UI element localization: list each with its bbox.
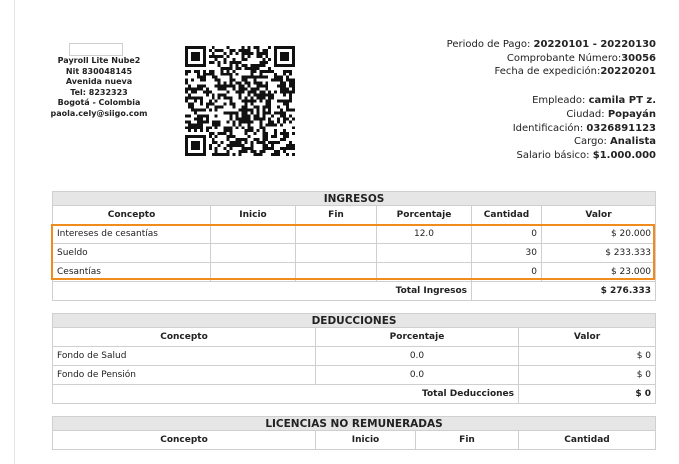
- ingreso-cantidad: 30: [472, 244, 542, 263]
- deduccion-valor: $ 0: [519, 347, 656, 366]
- employee-role-label: Cargo:: [573, 136, 607, 148]
- deducciones-col-concepto: Concepto: [53, 328, 316, 347]
- deducciones-total-row: [53, 385, 656, 404]
- ingresos-col-concepto: Concepto: [53, 206, 211, 225]
- ingreso-cantidad: 0: [472, 225, 542, 244]
- issued-label: Fecha de expedición:: [494, 66, 601, 78]
- ingresos-col-valor: Valor: [542, 206, 656, 225]
- licencias-col-inicio: Inicio: [316, 431, 416, 450]
- ingresos-title: INGRESOS: [53, 192, 656, 206]
- table-row: [53, 347, 656, 366]
- deducciones-title: DEDUCCIONES: [53, 314, 656, 328]
- ingresos-col-fin: Fin: [296, 206, 377, 225]
- ingreso-inicio: [211, 263, 296, 282]
- licencias-table: [52, 416, 656, 450]
- employee-city-label: Ciudad:: [566, 108, 605, 120]
- deduccion-porcentaje: 0.0: [316, 366, 519, 385]
- page-left-border: [14, 0, 15, 464]
- ingreso-cantidad: 0: [472, 263, 542, 282]
- deduccion-concepto: Fondo de Pensión: [53, 366, 316, 385]
- company-email: paola.cely@siigo.com: [50, 108, 148, 118]
- qr-code: [185, 46, 295, 156]
- ingreso-inicio: [211, 225, 296, 244]
- table-row: [53, 366, 656, 385]
- employee-role: Analista: [610, 136, 656, 148]
- ingreso-concepto: Cesantías: [53, 263, 211, 282]
- ingresos-total-row: [53, 282, 656, 301]
- employee-name: camila PT z.: [588, 95, 656, 106]
- deducciones-total-value: $ 0: [519, 385, 656, 404]
- ingreso-concepto: Intereses de cesantías: [53, 225, 211, 244]
- employee-id: 0326891123: [586, 122, 656, 134]
- ingresos-total-value: $ 276.333: [472, 282, 656, 301]
- employee-id-label: Identificación:: [512, 122, 584, 134]
- ingresos-table: [52, 191, 656, 301]
- ingresos-col-porcentaje: Porcentaje: [377, 206, 472, 225]
- company-logo-placeholder: [69, 43, 123, 56]
- employee-name-label: Empleado:: [532, 95, 586, 106]
- ingreso-fin: [296, 244, 377, 263]
- deducciones-total-label: Total Deducciones: [53, 385, 519, 404]
- licencias-col-cantidad: Cantidad: [519, 431, 656, 450]
- company-nit: Nit 830048145: [65, 66, 133, 76]
- period-value: 20220101 - 20220130: [533, 39, 656, 50]
- table-row: [53, 244, 656, 263]
- ingreso-valor: $ 23.000: [542, 263, 656, 282]
- period-label: Periodo de Pago:: [446, 39, 531, 50]
- employee-info: [513, 94, 656, 163]
- deduccion-porcentaje: 0.0: [316, 347, 519, 366]
- company-city: Bogotá - Colombia: [57, 98, 141, 108]
- ingreso-fin: [296, 225, 377, 244]
- ingreso-porcentaje: 12.0: [377, 225, 472, 244]
- ingresos-total-label: Total Ingresos: [53, 282, 472, 301]
- employee-salary: $1.000.000: [592, 150, 656, 162]
- issued-value: 20220201: [600, 66, 656, 78]
- ingreso-valor: $ 20.000: [542, 225, 656, 244]
- employee-city: Popayán: [607, 108, 656, 120]
- deducciones-table: [52, 313, 656, 404]
- table-row: [53, 263, 656, 282]
- company-name: Payroll Lite Nube2: [57, 56, 141, 65]
- licencias-title: LICENCIAS NO REMUNERADAS: [53, 417, 656, 431]
- deduccion-valor: $ 0: [519, 366, 656, 385]
- deduccion-concepto: Fondo de Salud: [53, 347, 316, 366]
- company-address: Avenida nueva: [65, 77, 133, 87]
- ingreso-porcentaje: [377, 244, 472, 263]
- table-row: [53, 225, 656, 244]
- deducciones-col-valor: Valor: [519, 328, 656, 347]
- licencias-col-fin: Fin: [416, 431, 519, 450]
- ingreso-valor: $ 233.333: [542, 244, 656, 263]
- ingresos-col-cantidad: Cantidad: [472, 206, 542, 225]
- voucher-value: 30056: [621, 52, 656, 64]
- ingreso-porcentaje: [377, 263, 472, 282]
- ingreso-fin: [296, 263, 377, 282]
- payment-info: [447, 38, 656, 79]
- company-phone: Tel: 8232323: [70, 87, 128, 97]
- ingreso-inicio: [211, 244, 296, 263]
- ingresos-col-inicio: Inicio: [211, 206, 296, 225]
- ingreso-concepto: Sueldo: [53, 244, 211, 263]
- voucher-label: Comprobante Número:: [506, 52, 622, 64]
- employee-salary-label: Salario básico:: [516, 150, 590, 162]
- licencias-col-concepto: Concepto: [53, 431, 316, 450]
- company-info: [24, 56, 174, 120]
- deducciones-col-porcentaje: Porcentaje: [316, 328, 519, 347]
